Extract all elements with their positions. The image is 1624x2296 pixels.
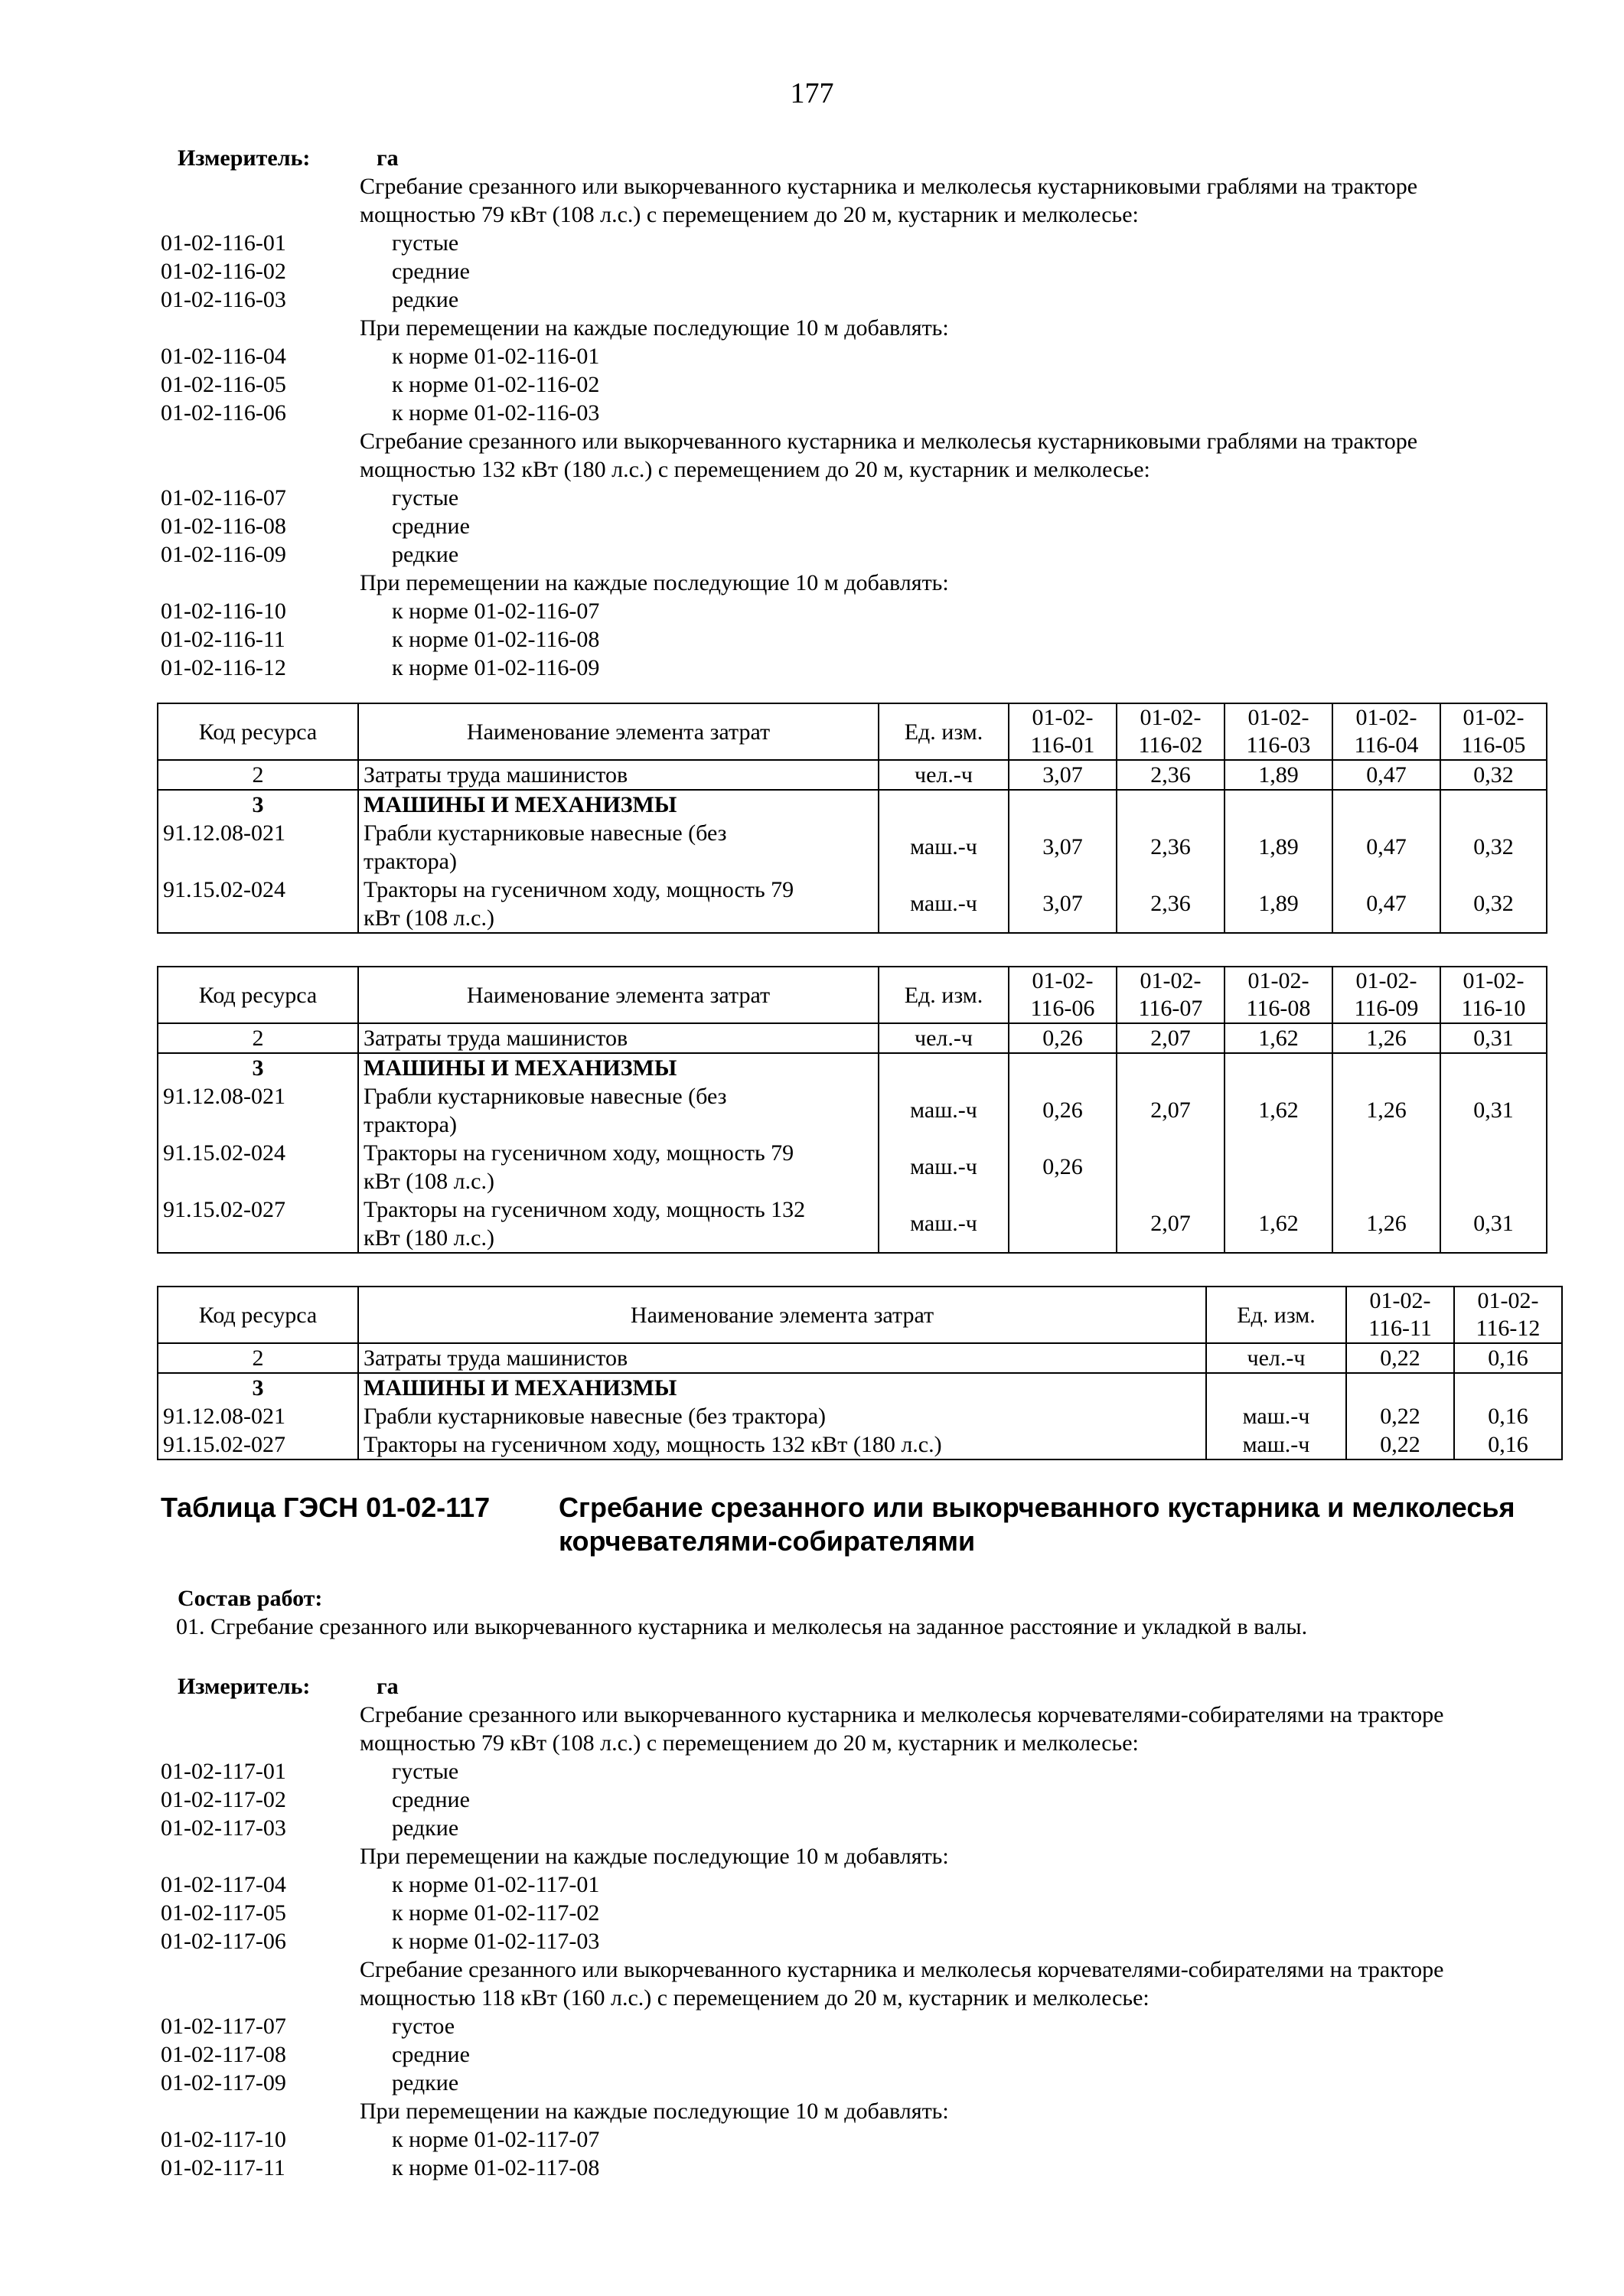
- norm-description: к норме 01-02-117-02: [392, 1900, 600, 1926]
- resource-unit: [1206, 1373, 1346, 1402]
- measure-section-117: [161, 1672, 1538, 2182]
- header-norm-part: 116-01: [1030, 732, 1095, 758]
- table-row: [158, 819, 1547, 876]
- resource-value: 2,36: [1117, 760, 1225, 790]
- resource-value: 3,07: [1009, 760, 1117, 790]
- resource-name-line: кВт (180 л.с.): [364, 1225, 494, 1251]
- norm-code: 01-02-116-05: [161, 372, 286, 397]
- table-header-row: [158, 703, 1547, 760]
- resource-name-line: МАШИНЫ И МЕХАНИЗМЫ: [364, 1375, 677, 1401]
- resource-code: 2: [158, 1343, 358, 1373]
- header-norm-part: 116-11: [1368, 1316, 1432, 1341]
- resource-unit: маш.-ч: [879, 1195, 1009, 1253]
- resource-value: [1117, 1053, 1225, 1082]
- header-norm-part: 01-02-: [1355, 705, 1417, 730]
- norm-code: 01-02-116-07: [161, 485, 286, 510]
- norm-line: [161, 1757, 1538, 1786]
- norm-code: 01-02-117-05: [161, 1900, 286, 1926]
- norm-line: [161, 512, 1538, 540]
- norm-code: 01-02-117-11: [161, 2155, 285, 2180]
- resource-code: 2: [158, 1023, 358, 1053]
- norm-code: 01-02-117-07: [161, 2014, 286, 2039]
- composition-label: Состав работ:: [178, 1586, 323, 1611]
- norm-description: редкие: [392, 542, 459, 567]
- resource-value: 1,26: [1332, 1023, 1440, 1053]
- header-norm-code: [1117, 967, 1225, 1023]
- measure-row: [161, 1672, 1538, 1701]
- norm-description: При перемещении на каждые последующие 10 м добавлять:: [360, 315, 949, 341]
- table-row: [158, 1373, 1562, 1402]
- resource-value: 0,26: [1009, 1082, 1117, 1139]
- norm-line: [161, 455, 1538, 484]
- resource-value: 1,89: [1225, 819, 1332, 876]
- resource-value: [1225, 1053, 1332, 1082]
- norm-line: [161, 257, 1538, 285]
- header-norm-part: 01-02-: [1247, 968, 1309, 993]
- resource-name: [358, 1023, 879, 1053]
- resource-value: 0,32: [1440, 819, 1547, 876]
- norm-description: Сгребание срезанного или выкорчеванного кустарника и мелколесья корчевателями-собирателями на тракторе: [360, 1957, 1444, 1982]
- norm-description: мощностью 79 кВт (108 л.с.) с перемещением до 20 м, кустарник и мелколесье:: [360, 202, 1139, 227]
- resource-value: 0,22: [1346, 1430, 1454, 1459]
- norm-description: мощностью 79 кВт (108 л.с.) с перемещением до 20 м, кустарник и мелколесье:: [360, 1730, 1139, 1756]
- norm-code: [161, 172, 360, 201]
- norm-code: 01-02-117-10: [161, 2127, 286, 2152]
- measure-row: [161, 144, 1538, 172]
- norm-line: [161, 2097, 1538, 2125]
- norm-line: [161, 569, 1538, 597]
- table-row: [158, 1053, 1547, 1082]
- norm-description: Сгребание срезанного или выкорчеванного кустарника и мелколесья кустарниковыми граблями на тракторе: [360, 174, 1418, 199]
- norm-description: к норме 01-02-117-08: [392, 2155, 600, 2180]
- resource-name-line: Затраты труда машинистов: [364, 1345, 628, 1371]
- norm-code: [161, 1955, 360, 1984]
- table-row: [158, 1139, 1547, 1195]
- norm-line: [161, 1899, 1538, 1927]
- norm-code: 01-02-117-02: [161, 1787, 286, 1812]
- norm-description: мощностью 132 кВт (180 л.с.) с перемещением до 20 м, кустарник и мелколесье:: [360, 457, 1150, 482]
- norm-code: [161, 201, 360, 229]
- resource-value: [1454, 1373, 1562, 1402]
- header-code: Код ресурса: [158, 703, 358, 760]
- resource-value: 2,07: [1117, 1023, 1225, 1053]
- resource-value: [1225, 1139, 1332, 1195]
- resource-value: 2,36: [1117, 819, 1225, 876]
- norm-code: 01-02-117-01: [161, 1759, 286, 1784]
- resource-name: [358, 1373, 1206, 1402]
- norm-line: [161, 285, 1538, 314]
- norm-description: к норме 01-02-116-01: [392, 344, 600, 369]
- table-row: [158, 1343, 1562, 1373]
- resource-table-2: [157, 966, 1547, 1254]
- header-norm-part: 116-06: [1030, 996, 1095, 1021]
- resource-name-line: МАШИНЫ И МЕХАНИЗМЫ: [364, 1055, 677, 1081]
- norm-line: [161, 172, 1538, 201]
- norm-line: [161, 314, 1538, 342]
- norm-line: [161, 2069, 1538, 2097]
- norm-line: [161, 2012, 1538, 2040]
- resource-name: [358, 1053, 879, 1082]
- norm-line: [161, 654, 1538, 682]
- header-norm-code: [1117, 703, 1225, 760]
- header-code: Код ресурса: [158, 1287, 358, 1343]
- resource-value: [1440, 790, 1547, 819]
- norm-description: При перемещении на каждые последующие 10 м добавлять:: [360, 570, 949, 595]
- norm-code: [161, 1701, 360, 1729]
- header-norm-part: 01-02-: [1477, 1288, 1539, 1313]
- resource-value: 2,07: [1117, 1082, 1225, 1139]
- resource-value: [1009, 1053, 1117, 1082]
- norm-code: 01-02-117-08: [161, 2042, 286, 2067]
- norm-description: к норме 01-02-116-09: [392, 655, 600, 680]
- resource-value: 0,16: [1454, 1343, 1562, 1373]
- header-norm-part: 01-02-: [1140, 968, 1202, 993]
- header-norm-code: [1332, 703, 1440, 760]
- header-norm-part: 01-02-: [1140, 705, 1202, 730]
- resource-name: [358, 876, 879, 933]
- norm-line: [161, 427, 1538, 455]
- table-row: [158, 1082, 1547, 1139]
- resource-value: 0,31: [1440, 1023, 1547, 1053]
- norm-description: к норме 01-02-117-01: [392, 1872, 600, 1897]
- norm-description: При перемещении на каждые последующие 10 м добавлять:: [360, 1844, 949, 1869]
- norm-description: к норме 01-02-116-03: [392, 400, 600, 426]
- measure-unit: га: [377, 145, 399, 171]
- norm-description: густые: [392, 485, 459, 510]
- composition-section: [161, 1584, 1538, 1641]
- norm-list: [161, 172, 1538, 682]
- norm-line: [161, 1984, 1538, 2012]
- norm-description: средние: [392, 1787, 470, 1812]
- resource-value: 0,31: [1440, 1082, 1547, 1139]
- resource-code: 3: [158, 1053, 358, 1082]
- norm-code: [161, 569, 360, 597]
- norm-description: к норме 01-02-117-03: [392, 1929, 600, 1954]
- norm-code: 01-02-116-10: [161, 598, 286, 624]
- resource-name: [358, 1430, 1206, 1459]
- norm-code: [161, 2097, 360, 2125]
- norm-description: мощностью 118 кВт (160 л.с.) с перемещением до 20 м, кустарник и мелколесье:: [360, 1985, 1150, 2011]
- resource-name: [358, 1343, 1206, 1373]
- resource-value: 0,22: [1346, 1343, 1454, 1373]
- norm-code: 01-02-116-12: [161, 655, 286, 680]
- resource-value: [1332, 1139, 1440, 1195]
- resource-table-1: [157, 703, 1547, 934]
- resource-unit: [879, 790, 1009, 819]
- resource-code: 91.15.02-027: [158, 1430, 358, 1459]
- header-norm-part: 01-02-: [1369, 1288, 1431, 1313]
- resource-value: 0,47: [1332, 760, 1440, 790]
- norm-line: [161, 484, 1538, 512]
- header-norm-part: 01-02-: [1032, 705, 1094, 730]
- resource-value: 1,89: [1225, 760, 1332, 790]
- resource-name-line: трактора): [364, 849, 457, 874]
- header-norm-code: [1225, 967, 1332, 1023]
- norm-description: редкие: [392, 1815, 459, 1841]
- composition-item: 01. Сгребание срезанного или выкорчеванного кустарника и мелколесья на заданное расстояние и укладкой в валы.: [176, 1614, 1308, 1639]
- header-norm-code: [1009, 703, 1117, 760]
- norm-description: к норме 01-02-116-02: [392, 372, 600, 397]
- table-row: [158, 1023, 1547, 1053]
- table-title-text: Сгребание срезанного или выкорчеванного кустарника и мелколесья корчевателями-собирателями: [559, 1492, 1515, 1557]
- resource-name-line: Затраты труда машинистов: [364, 762, 628, 788]
- norm-description: к норме 01-02-116-07: [392, 598, 600, 624]
- resource-value: 1,62: [1225, 1082, 1332, 1139]
- norm-list: [161, 1701, 1538, 2182]
- norm-description: густое: [392, 2014, 455, 2039]
- norm-code: [161, 1842, 360, 1870]
- norm-line: [161, 201, 1538, 229]
- norm-line: [161, 399, 1538, 427]
- resource-name-line: Тракторы на гусеничном ходу, мощность 79: [364, 1140, 794, 1166]
- norm-line: [161, 1701, 1538, 1729]
- resource-value: 2,07: [1117, 1195, 1225, 1253]
- norm-description: редкие: [392, 2070, 459, 2095]
- norm-code: [161, 1729, 360, 1757]
- header-norm-code: [1440, 703, 1547, 760]
- header-unit: Ед. изм.: [879, 703, 1009, 760]
- header-norm-part: 116-08: [1246, 996, 1311, 1021]
- resource-name-line: кВт (108 л.с.): [364, 905, 494, 931]
- norm-line: [161, 370, 1538, 399]
- resource-value: 0,32: [1440, 876, 1547, 933]
- resource-value: 0,47: [1332, 819, 1440, 876]
- norm-description: к норме 01-02-117-07: [392, 2127, 600, 2152]
- header-norm-part: 01-02-: [1032, 968, 1094, 993]
- norm-code: [161, 427, 360, 455]
- norm-description: средние: [392, 259, 470, 284]
- header-name: Наименование элемента затрат: [358, 967, 879, 1023]
- table-row: [158, 1195, 1547, 1253]
- resource-value: [1009, 1195, 1117, 1253]
- header-norm-code: [1332, 967, 1440, 1023]
- norm-code: 01-02-117-06: [161, 1929, 286, 1954]
- norm-code: 01-02-116-03: [161, 287, 286, 312]
- resource-value: 0,22: [1346, 1402, 1454, 1430]
- header-norm-part: 01-02-: [1463, 968, 1525, 993]
- resource-name-line: Грабли кустарниковые навесные (без: [364, 1084, 727, 1109]
- resource-name-line: Тракторы на гусеничном ходу, мощность 132 кВт (180 л.с.): [364, 1432, 942, 1457]
- norm-code: 01-02-116-11: [161, 627, 285, 652]
- header-norm-code: [1009, 967, 1117, 1023]
- resource-value: 0,16: [1454, 1402, 1562, 1430]
- norm-description: к норме 01-02-116-08: [392, 627, 600, 652]
- header-norm-code: [1346, 1287, 1454, 1343]
- resource-unit: чел.-ч: [879, 1023, 1009, 1053]
- resource-unit: маш.-ч: [879, 1082, 1009, 1139]
- resource-value: 0,31: [1440, 1195, 1547, 1253]
- resource-code: 3: [158, 1373, 358, 1402]
- resource-value: 1,26: [1332, 1082, 1440, 1139]
- table-row: [158, 1430, 1562, 1459]
- table-header-row: [158, 1287, 1562, 1343]
- norm-description: редкие: [392, 287, 459, 312]
- norm-line: [161, 1870, 1538, 1899]
- resource-unit: маш.-ч: [879, 819, 1009, 876]
- norm-code: 01-02-116-06: [161, 400, 286, 426]
- page-number: 177: [790, 77, 834, 109]
- resource-unit: маш.-ч: [1206, 1430, 1346, 1459]
- header-norm-part: 116-07: [1138, 996, 1203, 1021]
- header-name: Наименование элемента затрат: [358, 1287, 1206, 1343]
- norm-code: 01-02-117-03: [161, 1815, 286, 1841]
- resource-value: 0,16: [1454, 1430, 1562, 1459]
- header-code: Код ресурса: [158, 967, 358, 1023]
- resource-value: [1440, 1053, 1547, 1082]
- resource-name: [358, 790, 879, 819]
- header-name: Наименование элемента затрат: [358, 703, 879, 760]
- resource-value: 0,26: [1009, 1023, 1117, 1053]
- resource-value: [1009, 790, 1117, 819]
- norm-line: [161, 229, 1538, 257]
- resource-name: [358, 1195, 879, 1253]
- header-norm-part: 116-04: [1354, 732, 1419, 758]
- norm-code: 01-02-116-01: [161, 230, 286, 256]
- norm-code: [161, 314, 360, 342]
- norm-line: [161, 1955, 1538, 1984]
- table-row: [158, 790, 1547, 819]
- resource-name-line: Тракторы на гусеничном ходу, мощность 132: [364, 1197, 806, 1222]
- norm-line: [161, 342, 1538, 370]
- norm-description: средние: [392, 2042, 470, 2067]
- header-norm-part: 116-09: [1354, 996, 1419, 1021]
- resource-code: 91.15.02-027: [158, 1195, 358, 1253]
- resource-value: [1346, 1373, 1454, 1402]
- table-row: [158, 1402, 1562, 1430]
- header-norm-part: 01-02-: [1355, 968, 1417, 993]
- resource-code: 91.15.02-024: [158, 876, 358, 933]
- norm-code: 01-02-116-08: [161, 514, 286, 539]
- measure-section-116: [161, 144, 1538, 682]
- resource-value: [1225, 790, 1332, 819]
- norm-line: [161, 2154, 1538, 2182]
- table-header-row: [158, 967, 1547, 1023]
- resource-value: 1,62: [1225, 1195, 1332, 1253]
- resource-name-line: кВт (108 л.с.): [364, 1169, 494, 1194]
- norm-line: [161, 625, 1538, 654]
- resource-value: [1332, 790, 1440, 819]
- resource-code: 91.12.08-021: [158, 1082, 358, 1139]
- header-norm-part: 116-02: [1138, 732, 1203, 758]
- resource-name-line: Грабли кустарниковые навесные (без: [364, 820, 727, 846]
- measure-label: Измеритель:: [178, 1674, 311, 1699]
- table-row: [158, 876, 1547, 933]
- resource-unit: чел.-ч: [1206, 1343, 1346, 1373]
- resource-value: [1440, 1139, 1547, 1195]
- norm-line: [161, 1814, 1538, 1842]
- header-norm-part: 116-10: [1461, 996, 1526, 1021]
- header-norm-part: 01-02-: [1463, 705, 1525, 730]
- header-norm-part: 116-03: [1246, 732, 1311, 758]
- norm-code: 01-02-116-04: [161, 344, 286, 369]
- norm-line: [161, 1729, 1538, 1757]
- resource-unit: маш.-ч: [879, 876, 1009, 933]
- norm-code: 01-02-117-09: [161, 2070, 286, 2095]
- measure-unit: га: [377, 1674, 399, 1699]
- norm-code: [161, 1984, 360, 2012]
- resource-code: 91.12.08-021: [158, 1402, 358, 1430]
- norm-description: густые: [392, 230, 459, 256]
- resource-code: 91.12.08-021: [158, 819, 358, 876]
- header-norm-part: 116-12: [1476, 1316, 1541, 1341]
- resource-value: 1,89: [1225, 876, 1332, 933]
- resource-value: [1117, 790, 1225, 819]
- resource-name-line: Тракторы на гусеничном ходу, мощность 79: [364, 877, 794, 902]
- resource-code: 3: [158, 790, 358, 819]
- resource-value: 3,07: [1009, 876, 1117, 933]
- norm-line: [161, 1786, 1538, 1814]
- resource-value: 0,26: [1009, 1139, 1117, 1195]
- resource-unit: чел.-ч: [879, 760, 1009, 790]
- norm-code: 01-02-117-04: [161, 1872, 286, 1897]
- norm-description: Сгребание срезанного или выкорчеванного кустарника и мелколесья корчевателями-собирателями на тракторе: [360, 1702, 1444, 1727]
- norm-code: 01-02-116-02: [161, 259, 286, 284]
- resource-name-line: трактора): [364, 1112, 457, 1137]
- norm-line: [161, 1842, 1538, 1870]
- resource-value: [1117, 1139, 1225, 1195]
- header-norm-code: [1440, 967, 1547, 1023]
- resource-value: 2,36: [1117, 876, 1225, 933]
- resource-value: 1,26: [1332, 1195, 1440, 1253]
- norm-line: [161, 2125, 1538, 2154]
- measure-label: Измеритель:: [178, 145, 311, 171]
- resource-unit: маш.-ч: [1206, 1402, 1346, 1430]
- norm-description: средние: [392, 514, 470, 539]
- norm-code: 01-02-116-09: [161, 542, 286, 567]
- header-norm-part: 116-05: [1461, 732, 1526, 758]
- resource-unit: маш.-ч: [879, 1139, 1009, 1195]
- resource-code: 91.15.02-024: [158, 1139, 358, 1195]
- resource-name: [358, 1139, 879, 1195]
- norm-code: [161, 455, 360, 484]
- resource-name-line: Затраты труда машинистов: [364, 1026, 628, 1051]
- resource-code: 2: [158, 760, 358, 790]
- resource-value: 1,62: [1225, 1023, 1332, 1053]
- norm-line: [161, 597, 1538, 625]
- norm-line: [161, 540, 1538, 569]
- norm-description: Сгребание срезанного или выкорчеванного кустарника и мелколесья кустарниковыми граблями на тракторе: [360, 429, 1418, 454]
- table-row: [158, 760, 1547, 790]
- norm-line: [161, 2040, 1538, 2069]
- norm-line: [161, 1927, 1538, 1955]
- resource-value: 0,32: [1440, 760, 1547, 790]
- resource-value: [1332, 1053, 1440, 1082]
- header-norm-part: 01-02-: [1247, 705, 1309, 730]
- resource-name: [358, 1402, 1206, 1430]
- resource-name-line: МАШИНЫ И МЕХАНИЗМЫ: [364, 792, 677, 817]
- resource-table-3: [157, 1286, 1563, 1460]
- resource-name-line: Грабли кустарниковые навесные (без трактора): [364, 1404, 827, 1429]
- norm-description: густые: [392, 1759, 459, 1784]
- header-unit: Ед. изм.: [1206, 1287, 1346, 1343]
- resource-value: 0,47: [1332, 876, 1440, 933]
- table-title-label: Таблица ГЭСН 01-02-117: [161, 1492, 491, 1523]
- resource-value: 3,07: [1009, 819, 1117, 876]
- norm-description: При перемещении на каждые последующие 10 м добавлять:: [360, 2099, 949, 2124]
- header-norm-code: [1225, 703, 1332, 760]
- header-unit: Ед. изм.: [879, 967, 1009, 1023]
- resource-name: [358, 1082, 879, 1139]
- header-norm-code: [1454, 1287, 1562, 1343]
- resource-name: [358, 760, 879, 790]
- resource-unit: [879, 1053, 1009, 1082]
- resource-name: [358, 819, 879, 876]
